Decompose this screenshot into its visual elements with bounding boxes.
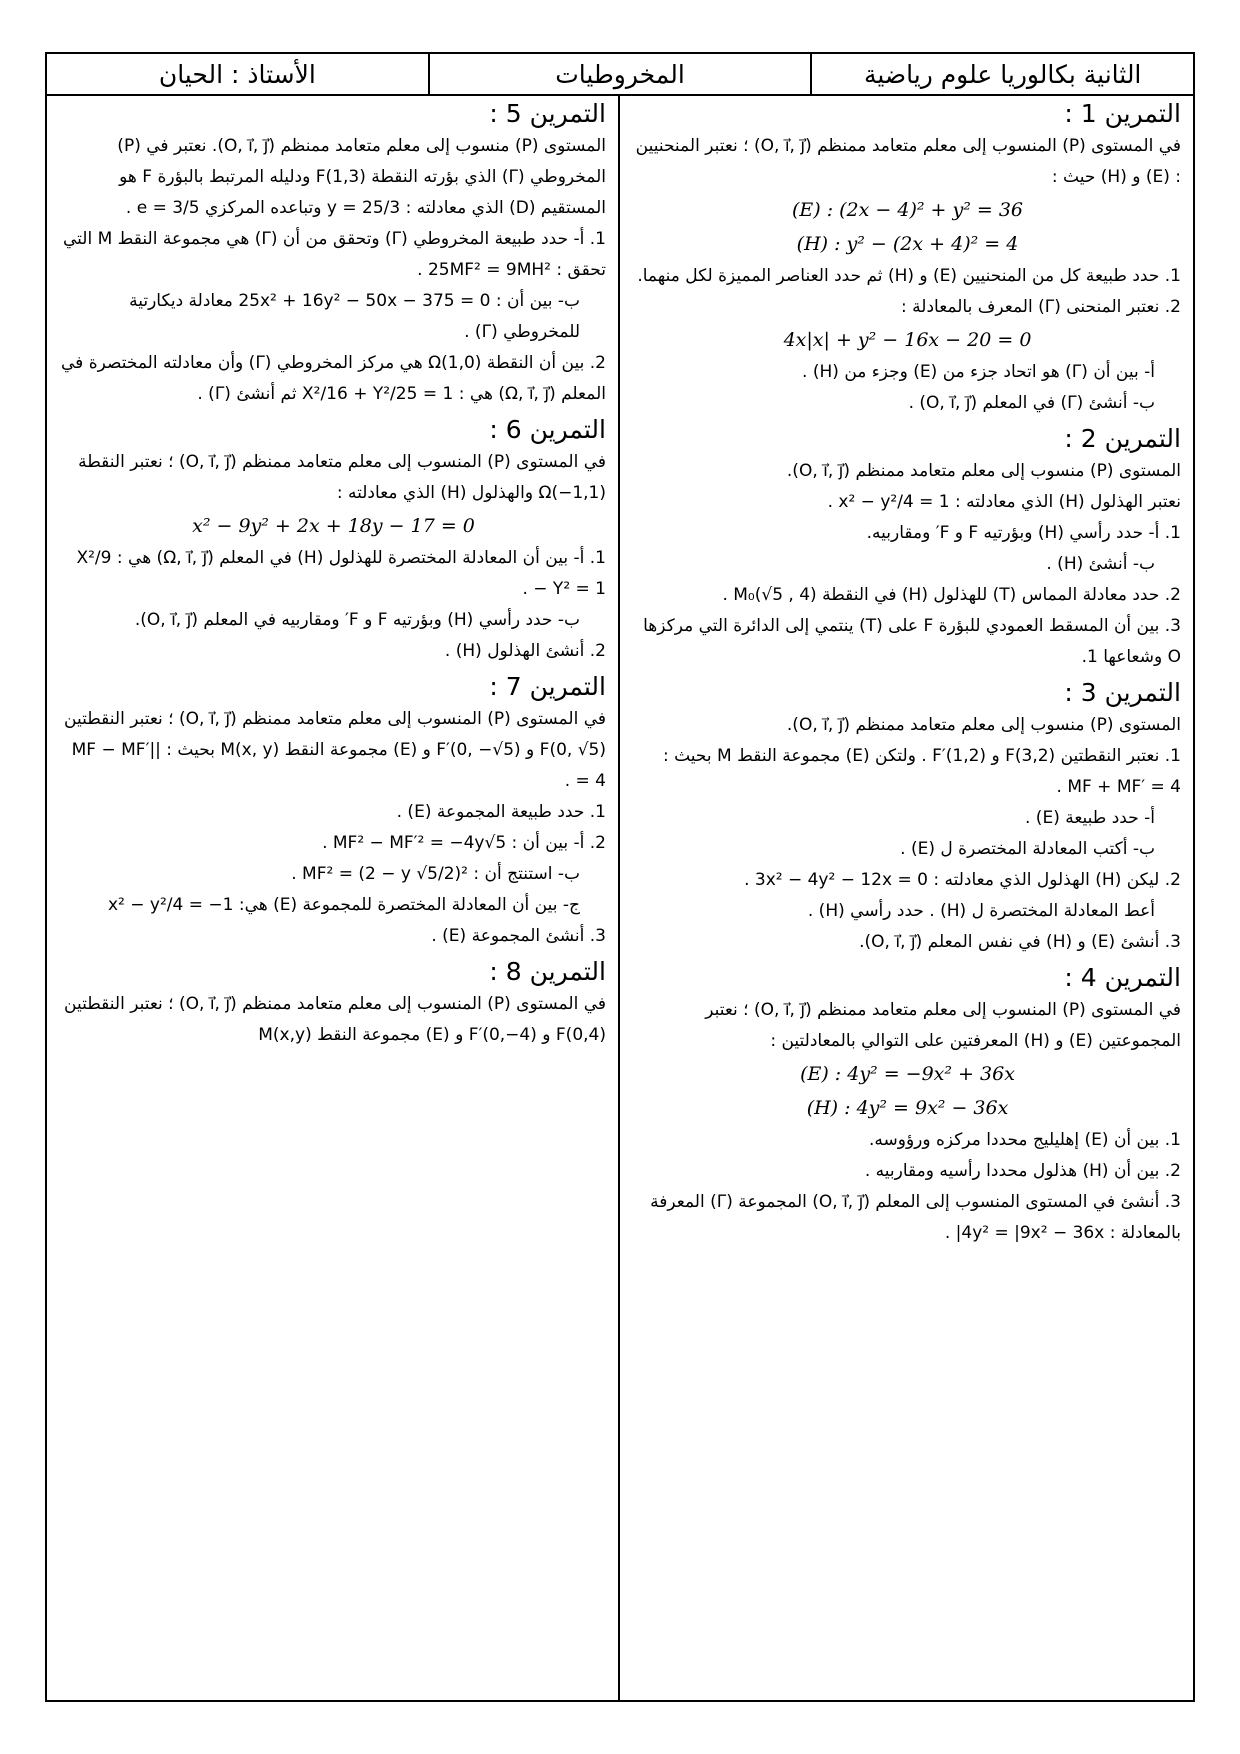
left-column <box>47 94 620 1700</box>
sub-question: أ- حدد طبيعة (E) . <box>1024 808 1155 828</box>
exercise-section <box>61 413 606 667</box>
equation: x² − 9y² + 2x + 18y − 17 = 0 <box>192 515 475 537</box>
exercise-columns <box>47 94 1193 1700</box>
question-item: 1. أ- حدد طبيعة المخروطي (Γ) وتحقق من أن (Γ) هي مجموعة النقط M التي تحقق : 25MF² = 9MH² . <box>62 229 606 280</box>
equation: 4x|x| + y² − 16x − 20 = 0 <box>783 329 1032 351</box>
exercise-title: التمرين 4 : <box>1064 963 1181 992</box>
question-item: 2. نعتبر المنحنى (Γ) المعرف بالمعادلة : <box>901 297 1181 317</box>
exercise-title: التمرين 1 : <box>1064 99 1181 128</box>
exercise-statement: المستوى (P) منسوب إلى معلم متعامد ممنظم (O, i⃗, j⃗). نعتبر في (P) المخروطي (Γ) الذي بؤرته النقطة F(1,3) ودليله المرتبط بالبؤرة F هو المستقيم (D) الذي معادلته : y = 25/3 وتباعده المركزي e = 3/5 . <box>117 136 606 218</box>
subject-cell: المخروطيات <box>430 54 813 94</box>
question-item: 1. أ- بين أن المعادلة المختصرة للهذلول (H) في المعلم (Ω, i⃗, j⃗) هي : X²/9 − Y² = 1 . <box>76 548 606 599</box>
exercise-statement: المستوى (P) منسوب إلى معلم متعامد ممنظم (O, i⃗, j⃗). <box>786 715 1181 735</box>
question-item: 2. بين أن النقطة Ω(1,0) هي مركز المخروطي (Γ) وأن معادلته المختصرة في المعلم (Ω, i⃗, j⃗) هي : X²/16 + Y²/25 = 1 ثم أنشئ (Γ) . <box>61 353 606 404</box>
question-item: 3. أنشئ المجموعة (E) . <box>431 926 606 946</box>
sub-question: ب- أكتب المعادلة المختصرة ل (E) . <box>900 839 1155 859</box>
sub-question: ب- حدد رأسي (H) وبؤرتيه F و F′ ومقاربيه في المعلم (O, i⃗, j⃗). <box>134 610 580 630</box>
equation: (E) : 4y² = −9x² + 36x <box>800 1063 1015 1085</box>
sub-question: ج- بين أن المعادلة المختصرة للمجموعة (E) هي: x² − y²/4 = −1 <box>107 895 580 915</box>
exercise-title: التمرين 2 : <box>1064 424 1181 453</box>
exercise-statement: في المستوى (P) المنسوب إلى معلم متعامد ممنظم (O, i⃗, j⃗) ؛ نعتبر المنحنيين : (E) و (H) حيث : <box>635 136 1181 187</box>
worksheet-page <box>45 52 1195 1702</box>
question-item: 1. حدد طبيعة المجموعة (E) . <box>396 802 606 822</box>
sub-question: أعط المعادلة المختصرة ل (H) . حدد رأسي (H) . <box>807 901 1155 921</box>
exercise-statement: في المستوى (P) المنسوب إلى معلم متعامد ممنظم (O, i⃗, j⃗) ؛ نعتبر المجموعتين (E) و (H) المعرفتين على التوالي بالمعادلتين : <box>705 1000 1181 1051</box>
right-column <box>620 94 1193 1700</box>
exercise-statement: نعتبر الهذلول (H) الذي معادلته : x² − y²/4 = 1 . <box>827 492 1181 512</box>
sub-question: ب- استنتج أن : MF² = (2 − y √5/2)² . <box>291 864 580 884</box>
question-item: 2. ليكن (H) الهذلول الذي معادلته : 3x² − 4y² − 12x = 0 . <box>744 870 1181 890</box>
exercise-section <box>61 955 606 1051</box>
exercise-statement: في المستوى (P) المنسوب إلى معلم متعامد ممنظم (O, i⃗, j⃗) ؛ نعتبر النقطتين F(0,4) و F′(0,−4) و (E) مجموعة النقط M(x,y) <box>64 994 606 1045</box>
sub-question: ب- أنشئ (H) . <box>1046 554 1155 574</box>
question-item: 1. أ- حدد رأسي (H) وبؤرتيه F و F′ ومقاربيه. <box>866 523 1181 543</box>
question-item: 3. بين أن المسقط العمودي للبؤرة F على (T) ينتمي إلى الدائرة التي مركزها O وشعاعها 1. <box>643 616 1181 667</box>
level-cell: الثانية بكالوريا علوم رياضية <box>863 59 1142 89</box>
sub-question: ب- أنشئ (Γ) في المعلم (O, i⃗, j⃗) . <box>908 393 1155 413</box>
question-item: 1. حدد طبيعة كل من المنحنيين (E) و (H) ثم حدد العناصر المميزة لكل منهما. <box>637 266 1181 286</box>
teacher-cell: الأستاذ : الحيان <box>47 54 430 94</box>
question-item: 2. أنشئ الهذلول (H) . <box>444 641 606 661</box>
question-item: 1. بين أن (E) إهليليج محددا مركزه ورؤوسه. <box>868 1130 1181 1150</box>
exercise-section <box>634 422 1181 673</box>
equation: (H) : 4y² = 9x² − 36x <box>806 1097 1009 1119</box>
exercise-section <box>634 676 1181 958</box>
question-item: 1. نعتبر النقطتين F(3,2) و F′(1,2) . ولتكن (E) مجموعة النقط M بحيث : MF + MF′ = 4 . <box>662 746 1181 797</box>
question-item: 3. أنشئ في المستوى المنسوب إلى المعلم (O, i⃗, j⃗) المجموعة (Γ) المعرفة بالمعادلة : 4y² = |9x² − 36x| . <box>650 1192 1181 1243</box>
question-item: 2. بين أن (H) هذلول محددا رأسيه ومقاربيه . <box>864 1161 1181 1181</box>
exercise-section <box>61 97 606 410</box>
header-table <box>47 54 1193 96</box>
exercise-section <box>634 97 1181 419</box>
exercise-title: التمرين 3 : <box>1064 678 1181 707</box>
exercise-title: التمرين 7 : <box>489 672 606 701</box>
exercise-title: التمرين 5 : <box>489 99 606 128</box>
sub-question: ب- بين أن : 25x² + 16y² − 50x − 375 = 0 معادلة ديكارتية للمخروطي (Γ) . <box>129 291 580 342</box>
exercise-title: التمرين 6 : <box>489 415 606 444</box>
question-item: 3. أنشئ (E) و (H) في نفس المعلم (O, i⃗, j⃗). <box>859 932 1181 952</box>
exercise-statement: المستوى (P) منسوب إلى معلم متعامد ممنظم (O, i⃗, j⃗). <box>786 461 1181 481</box>
question-item: 2. حدد معادلة المماس (T) للهذلول (H) في النقطة M₀(√5 , 4) . <box>722 585 1181 605</box>
exercise-section <box>61 670 606 952</box>
equation: (H) : y² − (2x + 4)² = 4 <box>796 233 1019 255</box>
exercise-statement: في المستوى (P) المنسوب إلى معلم متعامد ممنظم (O, i⃗, j⃗) ؛ نعتبر النقطتين F(0, √5) و F′(0, −√5) و (E) مجموعة النقط M(x, y) بحيث : |MF − MF′| = 4 . <box>64 709 606 791</box>
equation: (E) : (2x − 4)² + y² = 36 <box>791 199 1024 221</box>
sub-question: أ- بين أن (Γ) هو اتحاد جزء من (E) وجزء من (H) . <box>802 362 1155 382</box>
exercise-section <box>634 961 1181 1249</box>
exercise-statement: في المستوى (P) المنسوب إلى معلم متعامد ممنظم (O, i⃗, j⃗) ؛ نعتبر النقطة Ω(−1,1) والهذلول (H) الذي معادلته : <box>78 452 606 503</box>
exercise-title: التمرين 8 : <box>489 957 606 986</box>
question-item: 2. أ- بين أن : MF² − MF′² = −4y√5 . <box>322 833 606 853</box>
